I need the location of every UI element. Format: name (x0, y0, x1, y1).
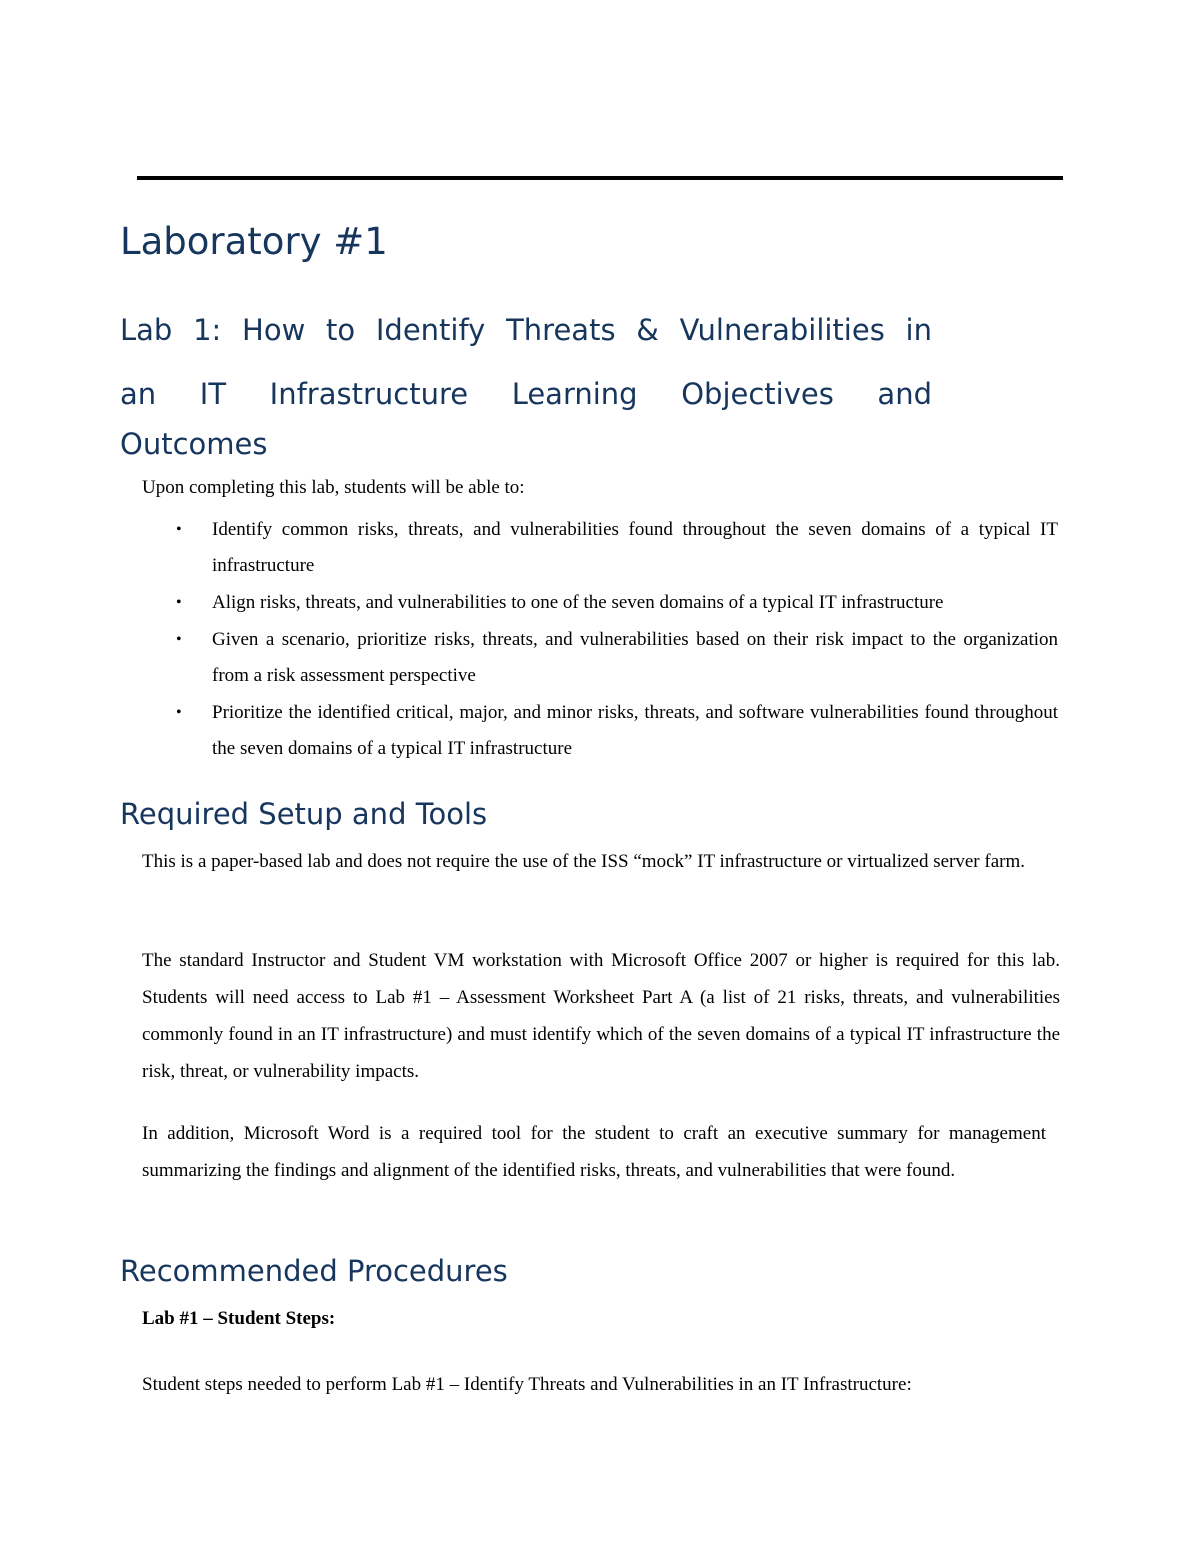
bullet-icon: • (176, 704, 182, 721)
bullet-icon: • (176, 521, 182, 538)
student-steps-subheading: Lab #1 – Student Steps: (142, 1308, 336, 1329)
list-item (176, 512, 1058, 584)
top-horizontal-rule (137, 176, 1063, 180)
bullet-icon: • (176, 594, 182, 611)
bullet-icon: • (176, 631, 182, 648)
setup-paragraph-2: The standard Instructor and Student VM workstation with Microsoft Office 2007 or higher is required for this lab. Students will need access to Lab #1 – Assessment Worksheet Part A (a list of 21 risks, threats, and vulnerabilities commonly found in an IT infrastructure) and must identify which of the seven domains of a typical IT infrastructure the risk, threat, or vulnerability impacts. (142, 950, 1060, 1082)
objective-text: Prioritize the identified critical, major, and minor risks, threats, and software vulnerabilities found throughout the seven domains of a typical IT infrastructure (212, 702, 1058, 759)
lab-title (120, 298, 932, 426)
student-steps-intro: Student steps needed to perform Lab #1 – Identify Threats and Vulnerabilities in an IT Infrastructure: (142, 1374, 912, 1395)
objectives-list (176, 512, 1058, 768)
lab-title-line-2: an IT Infrastructure Learning Objectives and (120, 377, 932, 411)
lab-title-line-1: Lab 1: How to Identify Threats & Vulnerabilities in (120, 313, 932, 347)
page-title: Laboratory #1 (120, 220, 388, 263)
lab-title-line-3: Outcomes (120, 427, 268, 461)
setup-paragraph-1: This is a paper-based lab and does not require the use of the ISS “mock” IT infrastructure or virtualized server farm. (142, 851, 1025, 872)
objectives-intro: Upon completing this lab, students will be able to: (142, 477, 525, 498)
objective-text: Align risks, threats, and vulnerabilities to one of the seven domains of a typical IT infrastructure (212, 592, 944, 613)
list-item (176, 695, 1058, 767)
list-item (176, 622, 1058, 694)
procedures-heading: Recommended Procedures (120, 1254, 508, 1288)
objective-text: Identify common risks, threats, and vulnerabilities found throughout the seven domains of a typical IT infrastructure (212, 519, 1058, 576)
setup-heading: Required Setup and Tools (120, 797, 488, 831)
setup-paragraph-3: In addition, Microsoft Word is a required tool for the student to craft an executive summary for management summarizing the findings and alignment of the identified risks, threats, and vulnerabilities that were found. (142, 1123, 1046, 1181)
list-item (176, 585, 1058, 621)
objective-text: Given a scenario, prioritize risks, threats, and vulnerabilities based on their risk impact to the organization from a risk assessment perspective (212, 629, 1058, 686)
